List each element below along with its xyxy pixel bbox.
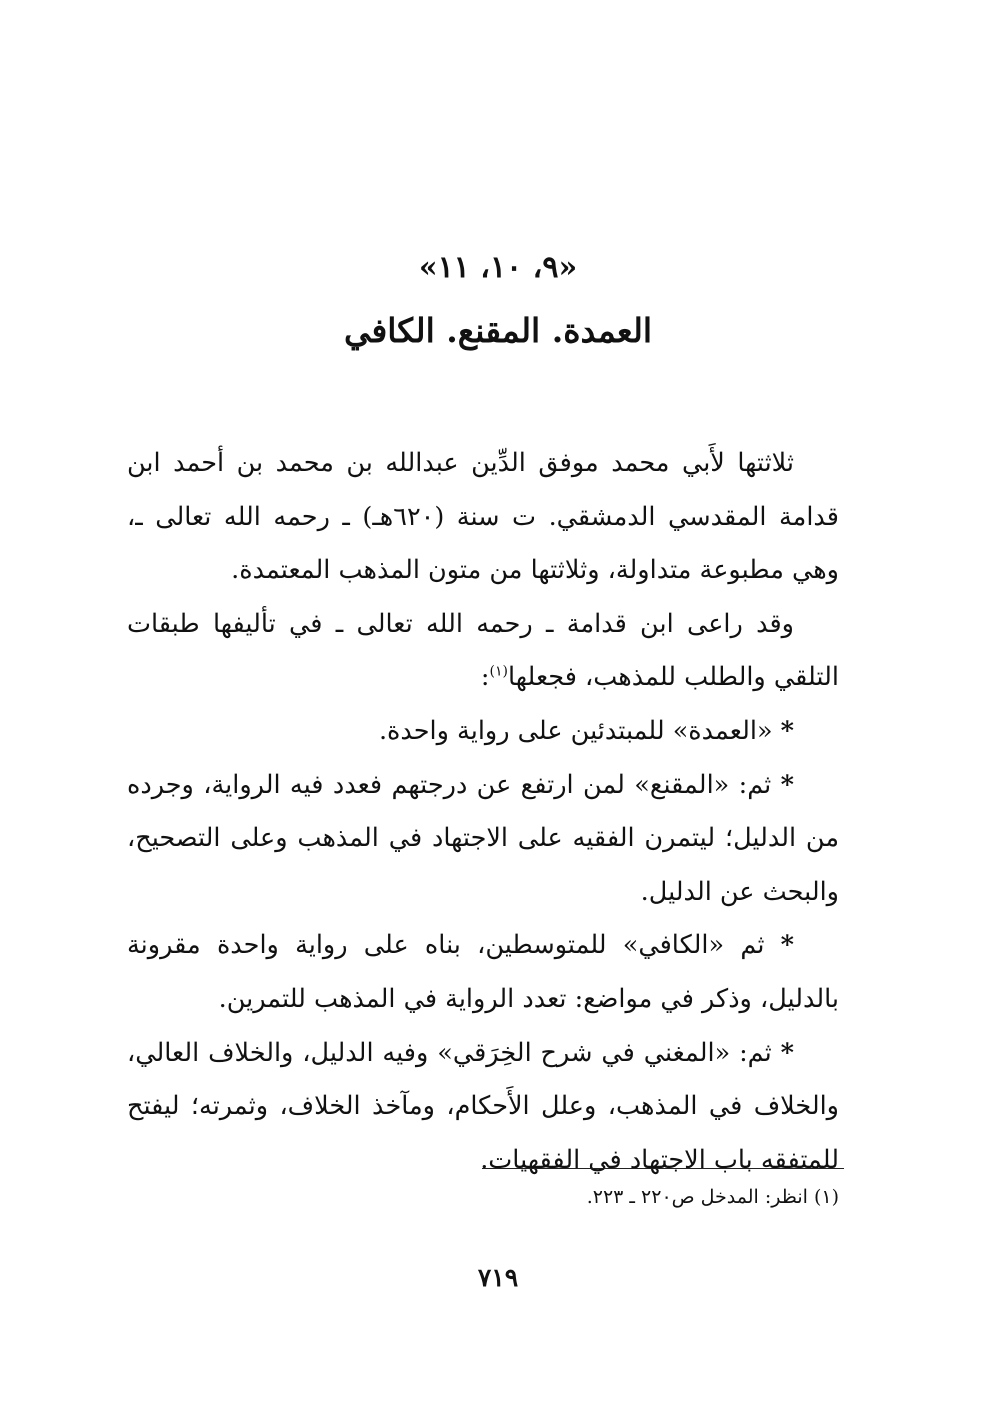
section-numbers: «٩، ١٠، ١١» (418, 250, 578, 285)
list-item (127, 705, 839, 759)
paragraph-classification-end: : (480, 662, 490, 693)
list-item (127, 759, 839, 920)
footnote: (١) انظر: المدخل ص٢٢٠ ـ ٢٢٣. (586, 1186, 839, 1208)
list-item-text: «العمدة» للمبتدئين على رواية واحدة. (378, 715, 773, 746)
footnote-divider (482, 1168, 844, 1169)
bullet-star-icon: * (780, 769, 794, 800)
paragraph-classification-text: وقد راعى ابن قدامة ـ رحمه الله تعالى ـ في تأليفها طبقات التلقي والطلب للمذهب، فجعلها (127, 608, 839, 693)
bullet-star-icon: * (780, 930, 794, 961)
page-number: ٧١٩ (477, 1263, 519, 1292)
paragraph-classification (127, 598, 839, 705)
list-item (127, 919, 839, 1026)
list-item (127, 1027, 839, 1188)
list-item-text: ثم: «المغني في شرح الخِرَقي» وفيه الدليل، والخلاف العالي، والخلاف في المذهب، وعلل الأَحكام، ومآخذ الخلاف، وثمرته؛ ليفتح للمتفقه باب الاجتهاد في الفقهيات. (127, 1037, 839, 1175)
bullet-star-icon: * (780, 715, 794, 746)
list-item-text: ثم: «المقنع» لمن ارتفع عن درجتهم فعدد فيه الرواية، وجرده من الدليل؛ ليتمرن الفقيه على الاجتهاد في المذهب وعلى التصحيح، والبحث عن الدليل. (127, 769, 839, 907)
footnote-marker: (١) (489, 663, 508, 680)
body-text (127, 437, 839, 1187)
bullet-star-icon: * (780, 1037, 795, 1068)
list-item-text: ثم «الكافي» للمتوسطين، بناه على رواية واحدة مقرونة بالدليل، وذكر في مواضع: تعدد الرواية في المذهب للتمرين. (127, 930, 839, 1014)
page-title: العمدة. المقنع. الكافي (343, 311, 653, 350)
paragraph-intro: ثلاثتها لأَبي محمد موفق الدِّين عبدالله بن محمد بن أحمد ابن قدامة المقدسي الدمشقي. ت سنة (٦٢٠هـ) ـ رحمه الله تعالى ـ، وهي مطبوعة متداولة، وثلاثتها من متون المذهب المعتمدة. (127, 448, 839, 586)
